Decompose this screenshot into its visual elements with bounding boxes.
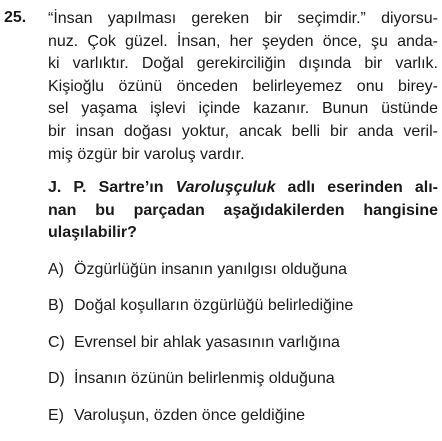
passage — [48, 8, 438, 166]
passage-line: ki varlıktır. Doğal gerekirciliğin dışında bir varlık. — [48, 55, 438, 73]
option-c[interactable] — [48, 332, 438, 353]
option-letter: B) — [48, 297, 64, 315]
stem-line1-suffix: adlı eserinden alı- — [275, 179, 438, 197]
answer-options — [48, 259, 438, 426]
option-text: Özgürlüğün insanın yanılgısı olduğuna — [74, 260, 348, 278]
option-letter: D) — [48, 370, 65, 388]
stem-line: ulaşılabilir? — [48, 224, 137, 242]
option-text: İnsanın özünün belirlenmiş olduğuna — [74, 370, 335, 388]
question-body — [48, 8, 438, 441]
option-text: Varoluşun, özden önce geldiğine — [74, 406, 305, 424]
question-stem — [48, 177, 438, 245]
option-b[interactable] — [48, 295, 438, 316]
stem-line: nan bu parçadan aşağıdakilerden hangisine — [48, 201, 438, 219]
option-text: Evrensel bir ahlak yasasının varlığına — [74, 333, 340, 351]
option-letter: C) — [48, 333, 65, 351]
passage-line: bir insan doğası yoktur, ancak belli bir anda veril- — [48, 122, 438, 140]
stem-line — [48, 177, 438, 200]
option-text: Doğal koşulların özgürlüğü belirlediğine — [74, 297, 354, 315]
option-a[interactable] — [48, 259, 438, 280]
option-letter: A) — [48, 260, 64, 278]
work-title: Varoluşçuluk — [175, 179, 276, 197]
passage-line: miş özgür bir varoluş vardır. — [48, 145, 245, 163]
option-e[interactable] — [48, 405, 438, 426]
passage-line: nuz. Çok güzel. İnsan, her şeyden önce, şu anda- — [48, 32, 438, 50]
option-d[interactable] — [48, 368, 438, 389]
passage-line: sel yaşama işlevi içinde kazanır. Bunun üstünde — [48, 100, 438, 118]
passage-line: Kişioğlu özünü önceden belirleyemez onu birey- — [48, 77, 438, 95]
question-number: 25. — [4, 9, 27, 26]
passage-line: “İnsan yapılması gereken bir seçimdir.” diyorsu- — [48, 10, 438, 27]
stem-prefix: J. P. Sartre’ın — [48, 179, 176, 197]
option-letter: E) — [48, 406, 64, 424]
